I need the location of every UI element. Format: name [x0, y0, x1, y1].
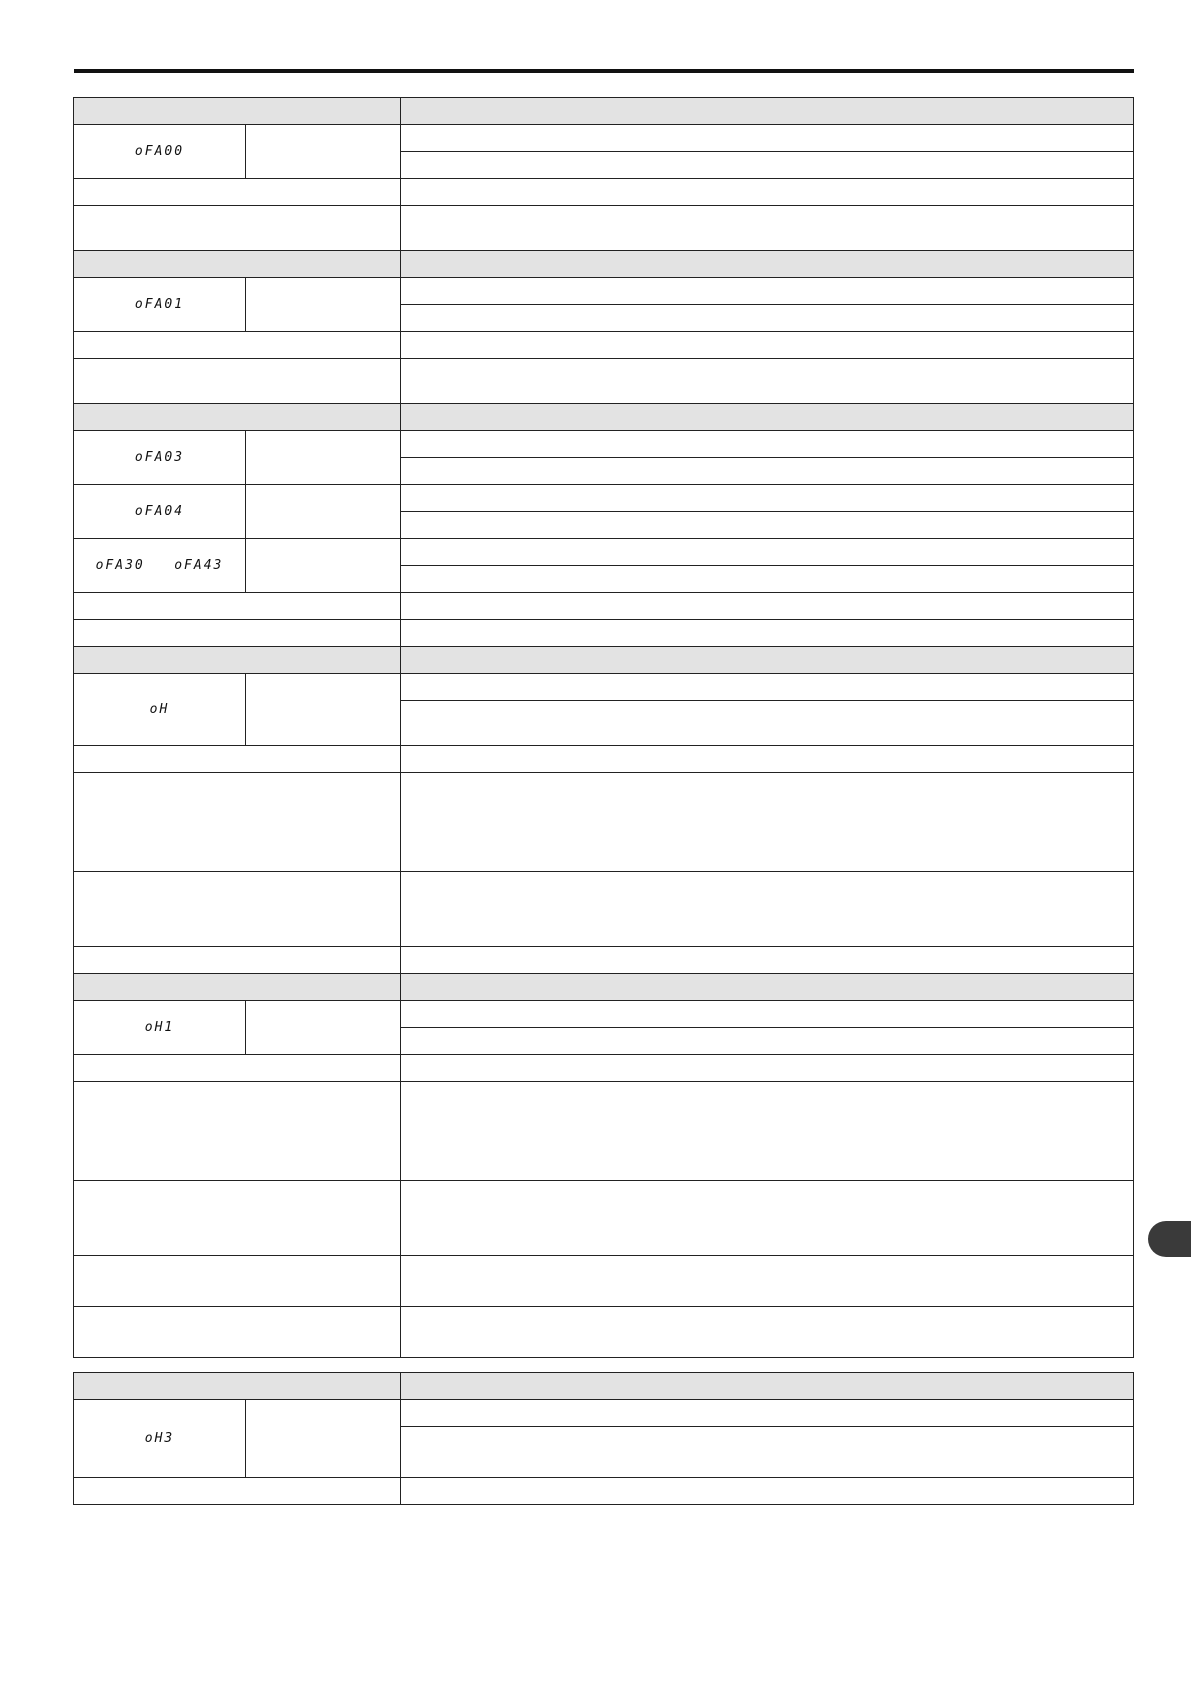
table-row: [74, 359, 1134, 404]
table-row: [74, 1478, 1134, 1505]
table-row: [74, 1400, 1134, 1427]
table-row: [74, 431, 1134, 458]
fault-table-oh3: [73, 1372, 1134, 1505]
table-header-row: [74, 974, 1134, 1001]
fault-code-oh3: oH3: [74, 1400, 246, 1478]
table-header-row: [74, 251, 1134, 278]
table-row: [74, 674, 1134, 701]
fault-code-ofa03: oFA03: [74, 431, 246, 485]
fault-table: [73, 97, 1134, 1358]
fault-code-ofa43: oFA43: [174, 558, 224, 573]
fault-code-ofa04: oFA04: [74, 485, 246, 539]
table-header-row: [74, 404, 1134, 431]
table-header-row: [74, 1373, 1134, 1400]
table-row: [74, 278, 1134, 305]
table-row: [74, 1256, 1134, 1307]
table-row: [74, 332, 1134, 359]
table-row: [74, 947, 1134, 974]
table-row: [74, 1001, 1134, 1028]
table-row: [74, 206, 1134, 251]
table-row: [74, 1181, 1134, 1256]
fault-code-ofa00: oFA00: [74, 125, 246, 179]
table-row: [74, 485, 1134, 512]
table-row: [74, 593, 1134, 620]
table-row: [74, 179, 1134, 206]
fault-code-ofa01: oFA01: [74, 278, 246, 332]
fault-code-oh1: oH1: [74, 1001, 246, 1055]
table-row: [74, 620, 1134, 647]
fault-code-oh: oH: [74, 674, 246, 746]
table-row: [74, 125, 1134, 152]
table-header-row: [74, 647, 1134, 674]
table-header-row: [74, 98, 1134, 125]
fault-code-ofa30: oFA30: [95, 558, 145, 573]
fault-code-range-ofa30-ofa43: [74, 539, 246, 593]
table-row: [74, 1307, 1134, 1358]
table-row: [74, 872, 1134, 947]
table-row: [74, 746, 1134, 773]
table-row: [74, 539, 1134, 566]
table-row: [74, 1055, 1134, 1082]
table-row: [74, 1082, 1134, 1181]
table-row: [74, 773, 1134, 872]
chapter-tab: [1148, 1221, 1191, 1257]
header-rule: [74, 69, 1134, 73]
